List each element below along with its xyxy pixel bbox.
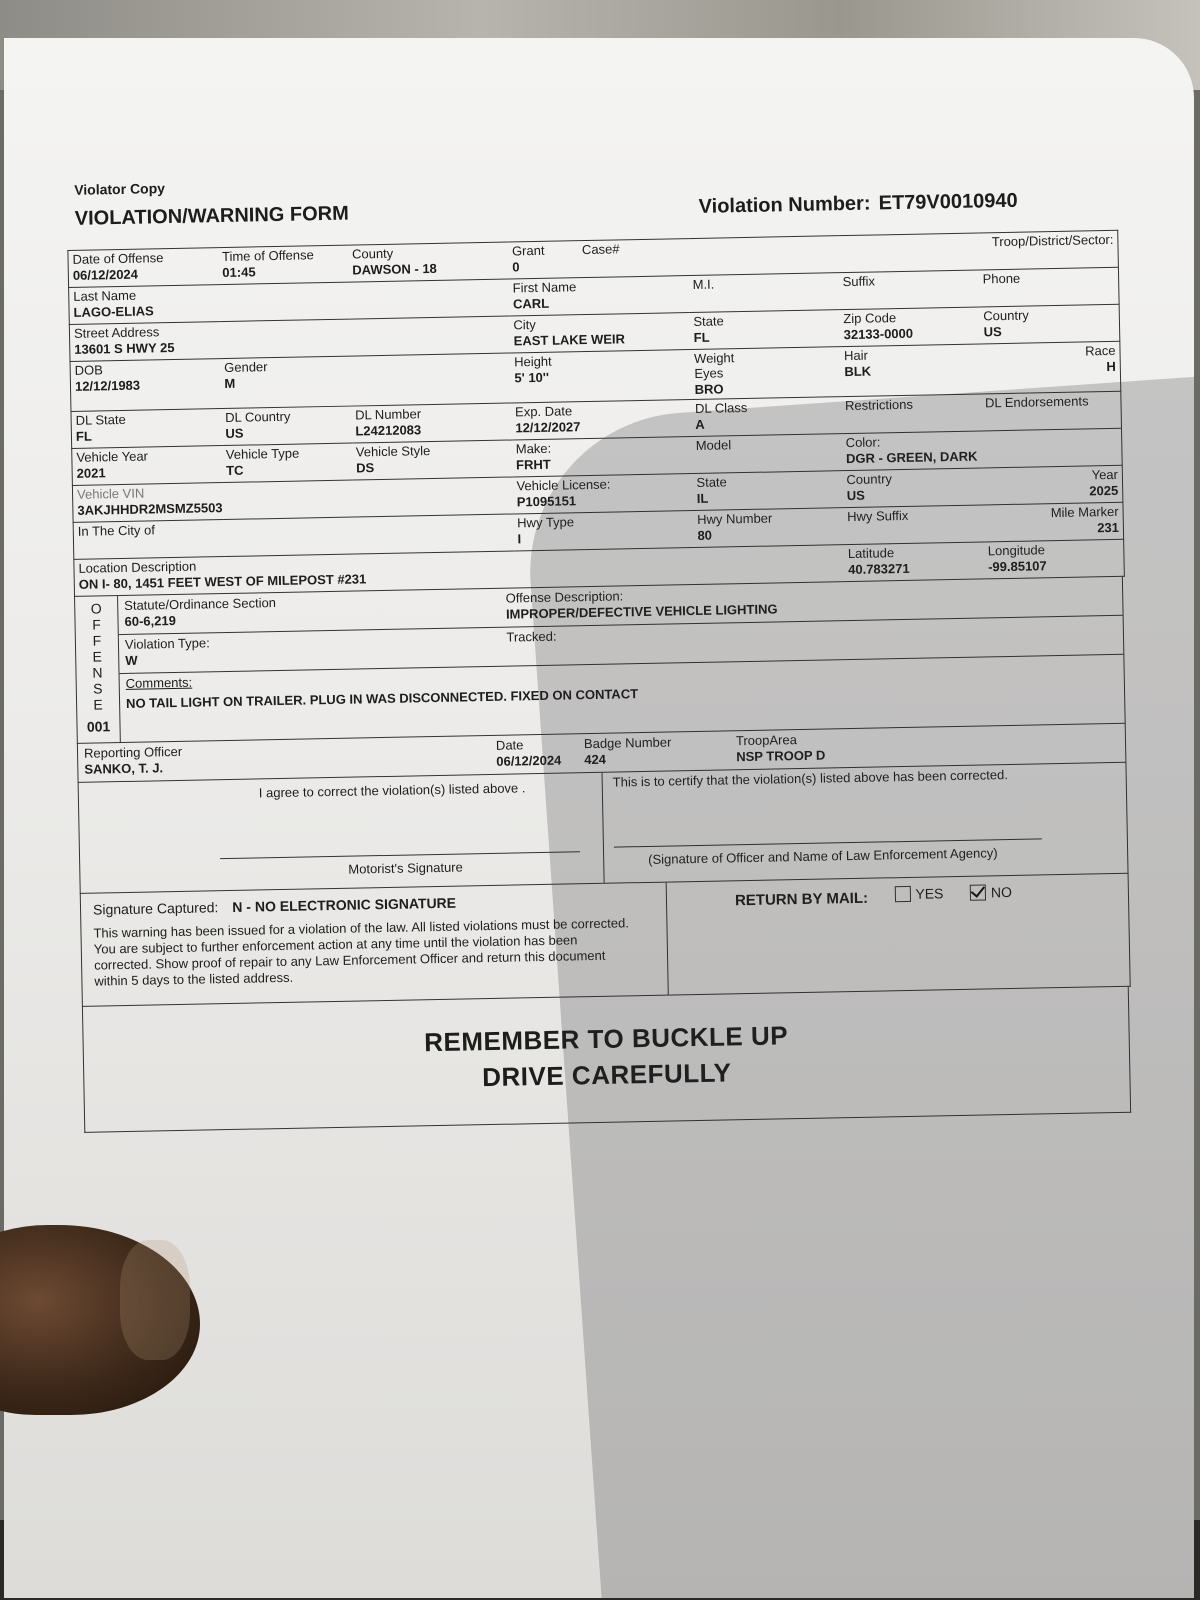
country-label: Country xyxy=(983,307,1029,324)
dl-number-value: L24212083 xyxy=(355,422,422,439)
motorist-signature-caption: Motorist's Signature xyxy=(348,859,463,877)
city-label: City xyxy=(513,317,536,333)
form-title: VIOLATION/WARNING FORM xyxy=(74,202,350,230)
statute-value: 60-6,219 xyxy=(124,612,176,629)
troop-area-value: NSP TROOP D xyxy=(736,747,826,765)
violation-number: ET79V0010940 xyxy=(878,189,1018,215)
plate-state-label: State xyxy=(696,474,727,490)
plate-state-value: IL xyxy=(696,490,709,506)
location-value: ON I- 80, 1451 FEET WEST OF MILEPOST #231 xyxy=(78,571,367,592)
plate-year-value: 2025 xyxy=(1089,482,1119,499)
race-label: Race xyxy=(1085,342,1116,359)
officer-date-value: 06/12/2024 xyxy=(496,752,562,769)
dl-country-label: DL Country xyxy=(224,408,291,425)
reporting-officer-label: Reporting Officer xyxy=(83,743,183,761)
vehicle-type-value: TC xyxy=(226,462,244,478)
dob-label: DOB xyxy=(74,362,104,378)
vehicle-license-value: P1095151 xyxy=(516,493,577,510)
shadow-overlay xyxy=(520,375,1194,1598)
dl-endorsements-label: DL Endorsements xyxy=(984,393,1089,411)
last-name-value: LAGO-ELIAS xyxy=(73,303,154,320)
vin-label: Vehicle VIN xyxy=(76,485,145,502)
plate-country-label: Country xyxy=(846,471,893,488)
time-label: Time of Offense xyxy=(221,247,314,265)
return-by-mail-label: RETURN BY MAIL: xyxy=(734,889,869,910)
county-value: DAWSON - 18 xyxy=(352,260,437,278)
thumb-nail xyxy=(120,1240,190,1360)
plate-country-value: US xyxy=(846,487,865,504)
plate-year-label: Year xyxy=(1091,466,1119,483)
longitude-value: -99.85107 xyxy=(987,558,1047,575)
offense-number: 001 xyxy=(86,718,111,735)
vin-value: 3AKJHHDR2MSMZ5503 xyxy=(77,500,223,518)
offense-side-label xyxy=(75,596,121,743)
suffix-label: Suffix xyxy=(842,273,876,290)
signature-captured-value: N - NO ELECTRONIC SIGNATURE xyxy=(232,894,457,915)
dl-number-label: DL Number xyxy=(354,406,422,423)
warning-text: This warning has been issued for a violation of the law. All listed violations must be corrected. You are subject to further enforcement action at any time until the violation has been corrected. Show proof of repair to any Law Enforcement Officer and return this document within 5 days to the listed address. xyxy=(93,915,629,989)
dob-value: 12/12/1983 xyxy=(74,377,141,394)
tracked-label: Tracked: xyxy=(506,628,557,645)
comments-label: Comments: xyxy=(125,674,193,691)
county-label: County xyxy=(351,245,394,262)
offense-letter: S xyxy=(92,680,103,697)
offense-letter: F xyxy=(92,616,102,633)
date-label: Date of Offense xyxy=(72,250,164,267)
phone-label: Phone xyxy=(982,270,1021,287)
state-label: State xyxy=(693,313,724,329)
grant-label: Grant xyxy=(511,242,545,259)
vehicle-license-label: Vehicle License: xyxy=(516,476,611,494)
offense-letter: E xyxy=(92,648,103,665)
first-name-value: CARL xyxy=(512,295,550,312)
color-label: Color: xyxy=(845,434,881,451)
yes-label: YES xyxy=(915,885,944,902)
last-name-label: Last Name xyxy=(73,287,137,304)
vehicle-year-label: Vehicle Year xyxy=(76,448,149,465)
latitude-value: 40.783271 xyxy=(848,560,910,578)
location-label: Location Description xyxy=(78,558,197,576)
hwy-type-value: I xyxy=(517,531,522,547)
zip-value: 32133-0000 xyxy=(843,325,914,343)
make-label: Make: xyxy=(515,440,552,457)
motorist-signature-line xyxy=(220,851,580,859)
hwy-number-label: Hwy Number xyxy=(697,510,773,527)
offense-letter: E xyxy=(93,696,103,713)
offense-letter: F xyxy=(92,632,102,649)
dl-country-value: US xyxy=(225,425,244,441)
eyes-value: BRO xyxy=(694,381,724,397)
statute-label: Statute/Ordinance Section xyxy=(124,595,277,613)
dl-state-value: FL xyxy=(75,428,92,444)
vehicle-type-label: Vehicle Type xyxy=(225,445,300,462)
hair-value: BLK xyxy=(844,363,872,380)
zip-label: Zip Code xyxy=(843,310,897,327)
offense-letter: O xyxy=(90,600,102,617)
weight-label: Weight xyxy=(693,350,735,366)
street-value: 13601 S HWY 25 xyxy=(74,339,175,357)
no-label: NO xyxy=(990,883,1013,901)
race-value: H xyxy=(1106,358,1116,375)
offense-description-label: Offense Description: xyxy=(505,588,624,606)
mile-marker-value: 231 xyxy=(1097,519,1120,536)
comments-value: NO TAIL LIGHT ON TRAILER. PLUG IN WAS DISCONNECTED. FIXED ON CONTACT xyxy=(125,686,639,711)
grant-value: 0 xyxy=(512,259,520,275)
exp-date-label: Exp. Date xyxy=(514,403,573,420)
violation-type-value: W xyxy=(125,652,138,668)
drive-carefully-line: DRIVE CAREFULLY xyxy=(481,1057,732,1093)
street-label: Street Address xyxy=(73,324,160,341)
hwy-suffix-label: Hwy Suffix xyxy=(846,507,909,525)
gender-value: M xyxy=(224,375,236,391)
dl-class-label: DL Class xyxy=(694,399,748,416)
mile-marker-label: Mile Marker xyxy=(1050,503,1119,521)
city-value: EAST LAKE WEIR xyxy=(513,331,626,349)
violation-number-label: Violation Number: xyxy=(698,192,871,218)
certify-statement: This is to certify that the violation(s) listed above has been corrected. xyxy=(612,767,1009,790)
motorist-signature-area xyxy=(79,773,605,893)
exp-date-value: 12/12/2027 xyxy=(515,419,581,436)
latitude-label: Latitude xyxy=(847,545,895,562)
vehicle-style-value: DS xyxy=(355,460,375,476)
gender-label: Gender xyxy=(224,359,268,375)
country-value: US xyxy=(983,324,1002,340)
troop-area-label: TroopArea xyxy=(735,732,797,749)
vehicle-year-value: 2021 xyxy=(76,465,106,481)
troop-label: Troop/District/Sector: xyxy=(991,231,1114,250)
first-name-label: First Name xyxy=(512,279,577,296)
agree-statement: I agree to correct the violation(s) listed above . xyxy=(258,780,526,801)
offense-description-value: IMPROPER/DEFECTIVE VEHICLE LIGHTING xyxy=(505,601,778,622)
eyes-label: Eyes xyxy=(694,365,724,381)
dl-state-label: DL State xyxy=(75,411,126,428)
violator-copy-label: Violator Copy xyxy=(74,180,166,198)
longitude-label: Longitude xyxy=(987,542,1046,559)
signature-captured-label: Signature Captured: xyxy=(92,899,219,918)
buckle-up-line: REMEMBER TO BUCKLE UP xyxy=(423,1020,789,1058)
hwy-number-value: 80 xyxy=(697,527,713,543)
hair-label: Hair xyxy=(843,347,869,364)
reporting-officer-value: SANKO, T. J. xyxy=(84,760,164,777)
officer-date-label: Date xyxy=(495,737,524,753)
badge-number-label: Badge Number xyxy=(583,734,672,752)
violation-type-label: Violation Type: xyxy=(124,635,210,652)
make-value: FRHT xyxy=(515,456,551,473)
officer-signature-caption: (Signature of Officer and Name of Law Enforcement Agency) xyxy=(648,845,998,867)
case-label: Case# xyxy=(581,241,620,258)
badge-number-value: 424 xyxy=(584,751,607,768)
restrictions-label: Restrictions xyxy=(844,396,914,414)
height-value: 5' 10'' xyxy=(514,369,550,386)
height-label: Height xyxy=(513,353,552,370)
vehicle-style-label: Vehicle Style xyxy=(355,443,431,460)
in-city-label: In The City of xyxy=(77,522,155,539)
color-value: DGR - GREEN, DARK xyxy=(845,448,978,467)
hwy-type-label: Hwy Type xyxy=(517,514,575,531)
dl-class-value: A xyxy=(695,416,705,432)
date-value: 06/12/2024 xyxy=(72,266,139,283)
model-label: Model xyxy=(695,437,732,453)
mi-label: M.I. xyxy=(692,276,715,292)
state-value: FL xyxy=(693,329,710,345)
time-value: 01:45 xyxy=(222,264,256,281)
offense-letter: N xyxy=(92,664,103,681)
